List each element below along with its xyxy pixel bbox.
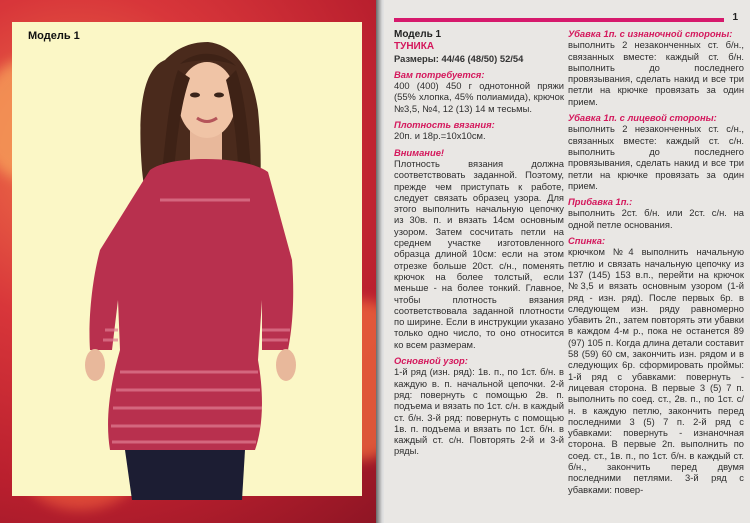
materials-heading: Вам потребуется: (394, 68, 485, 80)
decrease-purl-heading: Убавка 1п. с изнаночной стороны: (568, 28, 733, 39)
back-text: крючком №4 выполнить начальную петлю и связать начальную цепочку из 137 (145) 153 в.п., перейти на крючок №3,5 и вязать основным узором (1-й ряд - изн. ряд). После первых 6р. в следующем изн. ряду равномерно убавить 2п., затем повторять эти убавки в каждом 4-м р., пока не останется 89 (97) 105 п. Когда длина детали составит 58 (59) 60 см, закончить изн. рядом и в следующих 6р. сформировать проймы: 1-й ряд с убавками: повернуть - лицевая сторона. В первые 3 (5) 7 п. выполнить по соед. ст., 2в. п., по 1ст. с/н. в каждую петлю, закончить перед последними 3 (5) 7 п. 2-й ряд с убавками: повернуть - изнаночная сторона. В первые 2п. выполнить по соед. ст., 1в. п., по 1ст. б/н. в каждый ст. б/н., закончить перед двумя последними петлями. 3-й ряд с убавками: повер- (568, 246, 744, 495)
attention-text: Плотность вязания должна соответствовать заданной. Поэтому, прежде чем приступать к работе, следует связать образец узора. Для этого выполнить начальную цепочку из 30в. п. и вязать 14см основным узором. Затем сосчитать петли на среднем участке изготовленного образца длиной 10см: если на этом отрезке больше 20ст. с/н., поменять крючок на более толстый, если меньше - на более тонкий. Главное, чтобы плотность вязания соответствовала заданной плотности по ширине. Если в инструкции указано только одно число, то оно относится ко всем размерам. (394, 157, 564, 350)
gauge-heading: Плотность вязания: (394, 119, 495, 131)
item-title: ТУНИКА (394, 41, 435, 53)
decrease-purl-text: выполнить 2 незаконченных ст. б/н., связанных вместе: каждый ст. б/н. выполнить до последнего провязывания, сделать накид и все три петли на крючке провязать за один прием. (568, 39, 744, 107)
pattern-heading: Основной узор: (394, 355, 468, 367)
gauge-text: 20п. и 18р.=10х10см. (394, 130, 486, 142)
page-number: 1 (732, 12, 738, 23)
decrease-knit-heading: Убавка 1п. с лицевой стороны: (568, 112, 717, 124)
materials-text: 400 (400) 450 г однотонной пряжи (55% хлопка, 45% полиамида), крючок №3,5, №4, 12 (13) 14 м тесьмы. (394, 80, 564, 114)
attention-heading: Внимание! (394, 146, 445, 158)
right-page (384, 0, 750, 523)
pattern-text: 1-й ряд (изн. ряд): 1в. п., по 1ст. б/н. в каждую в. п. начальной цепочки. 2-й ряд: повернуть с помощью 2в. п. подъема и вязать по 1ст. с/н. в каждый ст. б/н. 3-й ряд: повернуть с помощью 1в. п. подъема и вязать по 1ст. б/н. в каждый ст. с/н. Повторять 2-й и 3-й ряды. (394, 366, 564, 457)
model-heading: Модель 1 (394, 29, 442, 40)
model-label: Модель 1 (28, 30, 80, 42)
sizes-text: Размеры: 44/46 (48/50) 52/54 (394, 52, 524, 64)
decrease-knit-text: выполнить 2 незаконченных ст. с/н., связанных вместе: каждый ст. с/н. выполнить до последнего провязывания, сделать накид и все три петли на крючке провязать за один прием. (568, 123, 744, 191)
increase-text: выполнить 2ст. б/н. или 2ст. с/н. на одной петле основания. (568, 207, 744, 230)
increase-heading: Прибавка 1п.: (568, 196, 633, 208)
instructions-column-1 (394, 28, 564, 462)
instructions-column-2 (568, 28, 744, 500)
top-accent-rule (394, 18, 724, 22)
back-heading: Спинка: (568, 235, 606, 247)
